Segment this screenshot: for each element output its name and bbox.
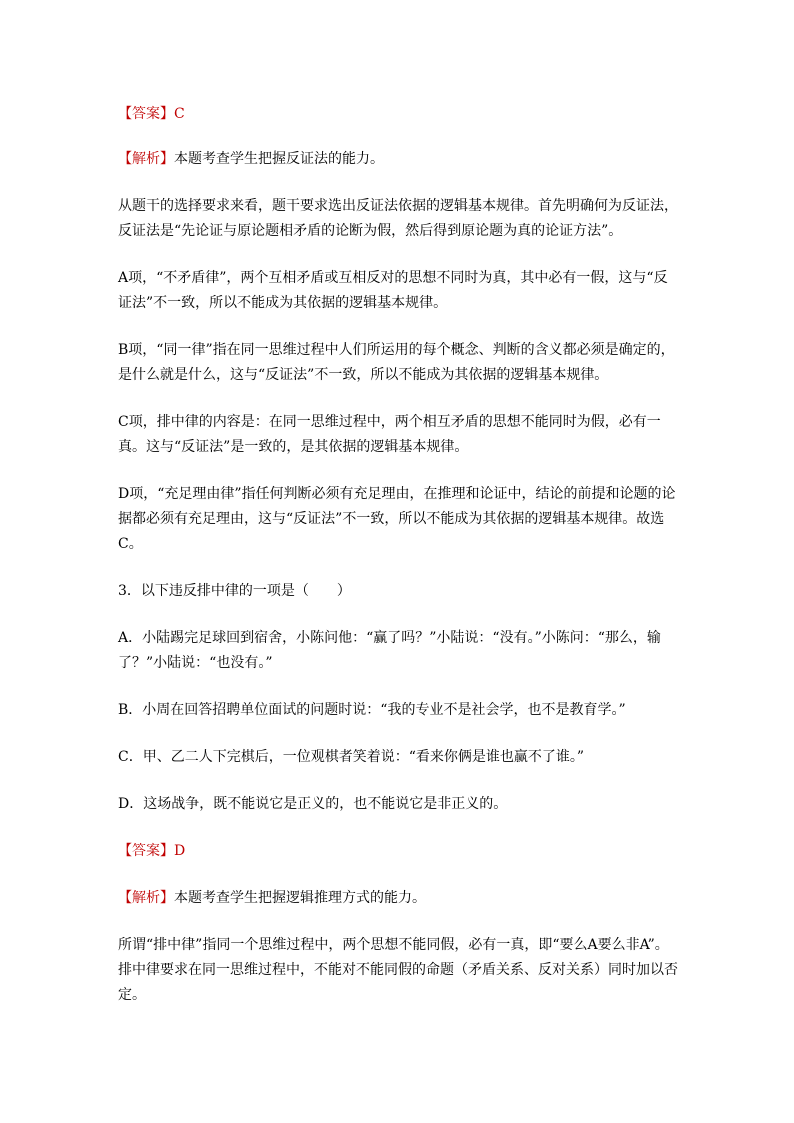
question-3-option-d: D．这场战争，既不能说它是正义的，也不能说它是非正义的。 — [118, 796, 508, 812]
paragraph-option-b: B项，“同一律”指在同一思维过程中人们所运用的每个概念、判断的含义都必须是确定的，是什么就是什么，这与“反证法”不一致，所以不能成为其依据的逻辑基本规律。 — [118, 342, 675, 383]
question-3-option-c: C．甲、乙二人下完棋后，一位观棋者笑着说：“看来你俩是谁也赢不了谁。” — [118, 749, 585, 765]
paragraph-option-c: C项，排中律的内容是：在同一思维过程中，两个相互矛盾的思想不能同时为假，必有一真。这与“反证法”是一致的，是其依据的逻辑基本规律。 — [118, 414, 661, 455]
paragraph-final: 所谓“排中律”指同一个思维过程中，两个思想不能同假，必有一真，即“要么A要么非A”。排中律要求在同一思维过程中，不能对不能同假的命题（矛盾关系、反对关系）同时加以否定。 — [118, 937, 678, 1003]
analysis-label: 【解析】 — [118, 151, 174, 167]
paragraph-option-d: D项，“充足理由律”指任何判断必须有充足理由，在推理和论证中，结论的前提和论题的论据都必须有充足理由，这与“反证法”不一致，所以不能成为其依据的逻辑基本规律。故选C。 — [118, 486, 676, 552]
analysis-text: 本题考查学生把握反证法的能力。 — [174, 151, 384, 167]
question-3-option-b: B．小周在回答招聘单位面试的问题时说：“我的专业不是社会学，也不是教育学。” — [118, 702, 626, 718]
answer-label: 【答案】 — [118, 843, 174, 859]
question-3-option-a: A．小陆踢完足球回到宿舍，小陈问他：“赢了吗？”小陆说：“没有。”小陈问：“那么，输了？”小陆说：“也没有。” — [118, 630, 661, 671]
answer-2 — [118, 839, 678, 864]
analysis-text: 本题考查学生把握逻辑推理方式的能力。 — [174, 890, 426, 906]
paragraph-intro: 从题干的选择要求来看，题干要求选出反证法依据的逻辑基本规律。首先明确何为反证法，反证法是“先论证与原论题相矛盾的论断为假，然后得到原论题为真的论证方法”。 — [118, 198, 678, 239]
answer-label: 【答案】 — [118, 106, 174, 122]
analysis-label: 【解析】 — [118, 890, 174, 906]
answer-value: C — [174, 106, 185, 122]
answer-value: D — [174, 843, 186, 859]
analysis-1 — [118, 147, 678, 172]
analysis-2 — [118, 886, 678, 911]
paragraph-option-a: A项，“不矛盾律”，两个互相矛盾或互相反对的思想不同时为真，其中必有一假，这与“反证法”不一致，所以不能成为其依据的逻辑基本规律。 — [118, 270, 668, 311]
document-page — [118, 102, 678, 1008]
answer-1 — [118, 102, 678, 127]
question-3-stem: 3．以下违反排中律的一项是（ ） — [118, 583, 351, 599]
